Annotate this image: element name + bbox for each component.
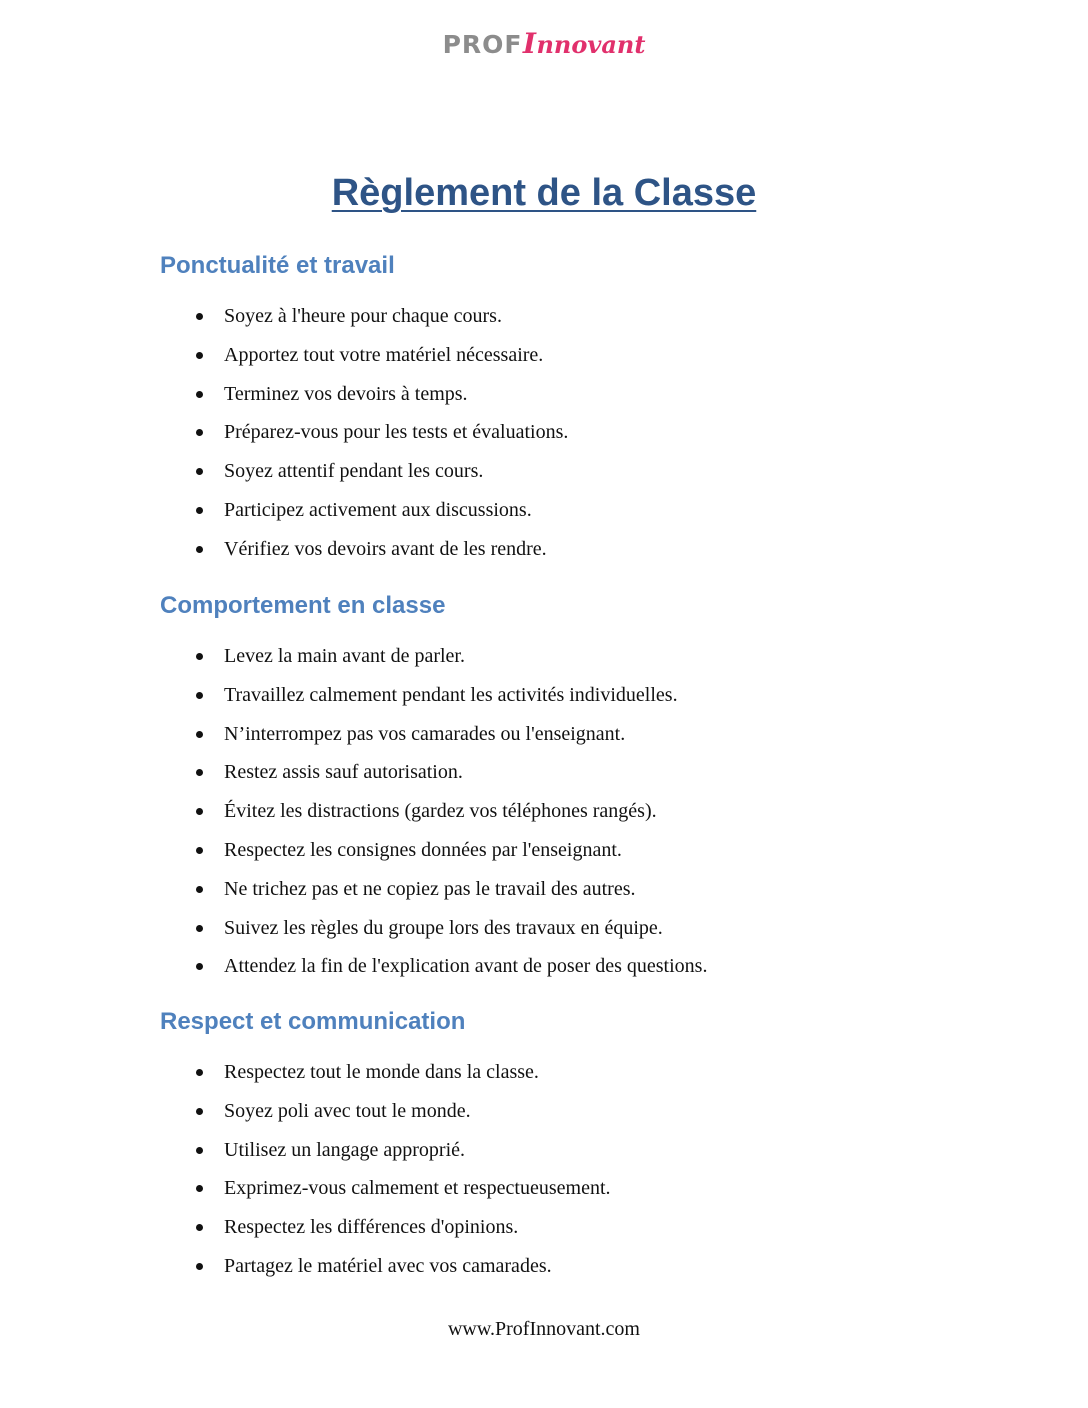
rules-list [160,1053,960,1286]
rule-text: Levez la main avant de parler. [224,645,465,667]
bullet-icon [196,507,203,514]
logo-i-text: I [522,27,537,60]
bullet-icon [196,925,203,932]
rule-text: Restez assis sauf autorisation. [224,761,463,784]
bullet-icon [196,847,203,854]
bullet-icon [196,391,203,398]
list-item [160,676,960,715]
rule-text: Vérifiez vos devoirs avant de les rendre. [224,537,547,560]
list-item [160,637,960,676]
list-item [160,452,960,491]
bullet-icon [196,769,203,776]
rule-text: N’interrompez pas vos camarades ou l'enseignant. [224,722,626,745]
section-heading: Respect et communication [160,1008,466,1035]
rule-text: Soyez attentif pendant les cours. [224,460,484,483]
bullet-icon [196,963,203,970]
logo-prof-text: PROF [442,30,523,59]
rule-text: Utilisez un langage approprié. [224,1138,466,1161]
list-item [160,375,960,414]
bullet-icon [196,692,203,699]
bullet-icon [196,1185,203,1192]
list-item [160,792,960,831]
list-item [160,491,960,530]
rule-text: Évitez les distractions (gardez vos téléphones rangés). [224,800,657,823]
section-comportement [160,591,960,986]
list-item [160,297,960,336]
footer-website-link[interactable]: www.ProfInnovant.com [447,1318,640,1340]
bullet-icon [196,468,203,475]
bullet-icon [196,731,203,738]
rule-text: Préparez-vous pour les tests et évaluations. [224,421,569,444]
list-item [160,1053,960,1092]
bullet-icon [196,1147,203,1154]
bullet-icon [196,313,203,320]
rule-text: Terminez vos devoirs à temps. [224,382,468,405]
list-item [160,870,960,909]
rule-text: Partagez le matériel avec vos camarades. [224,1254,552,1277]
bullet-icon [196,886,203,893]
rule-text: Soyez à l'heure pour chaque cours. [224,305,502,327]
list-item [160,336,960,375]
bullet-icon [196,1108,203,1115]
bullet-icon [196,1263,203,1270]
list-item [160,1092,960,1131]
list-item [160,1247,960,1286]
rule-text: Travaillez calmement pendant les activités individuelles. [224,683,678,706]
rules-list [160,297,960,569]
list-item [160,1208,960,1247]
rule-text: Suivez les règles du groupe lors des travaux en équipe. [224,916,663,939]
rule-text: Respectez tout le monde dans la classe. [224,1061,539,1083]
page-title: Règlement de la Classe [331,172,757,214]
list-item [160,530,960,569]
rules-list [160,637,960,986]
bullet-icon [196,1069,203,1076]
list-item [160,831,960,870]
bullet-icon [196,653,203,660]
rule-text: Respectez les consignes données par l'enseignant. [224,838,622,861]
list-item [160,413,960,452]
section-respect [160,1007,960,1286]
logo-innovant-text: nnovant [536,30,646,59]
brand-logo [0,26,1088,62]
rule-text: Participez activement aux discussions. [224,498,532,521]
logo-i-letter [522,26,536,62]
bullet-icon [196,429,203,436]
rule-text: Exprimez-vous calmement et respectueusement. [224,1177,611,1200]
bullet-icon [196,808,203,815]
section-heading: Comportement en classe [160,592,446,619]
bullet-icon [196,352,203,359]
rule-text: Ne trichez pas et ne copiez pas le travail des autres. [224,877,636,900]
rule-text: Soyez poli avec tout le monde. [224,1099,471,1122]
list-item [160,753,960,792]
list-item [160,1131,960,1170]
list-item [160,909,960,948]
bullet-icon [196,546,203,553]
section-heading: Ponctualité et travail [160,252,395,279]
list-item [160,947,960,986]
list-item [160,715,960,754]
section-ponctualite [160,251,960,569]
bullet-icon [196,1224,203,1231]
rule-text: Apportez tout votre matériel nécessaire. [224,343,544,366]
rule-text: Respectez les différences d'opinions. [224,1216,519,1239]
rule-text: Attendez la fin de l'explication avant de poser des questions. [224,955,708,978]
list-item [160,1169,960,1208]
